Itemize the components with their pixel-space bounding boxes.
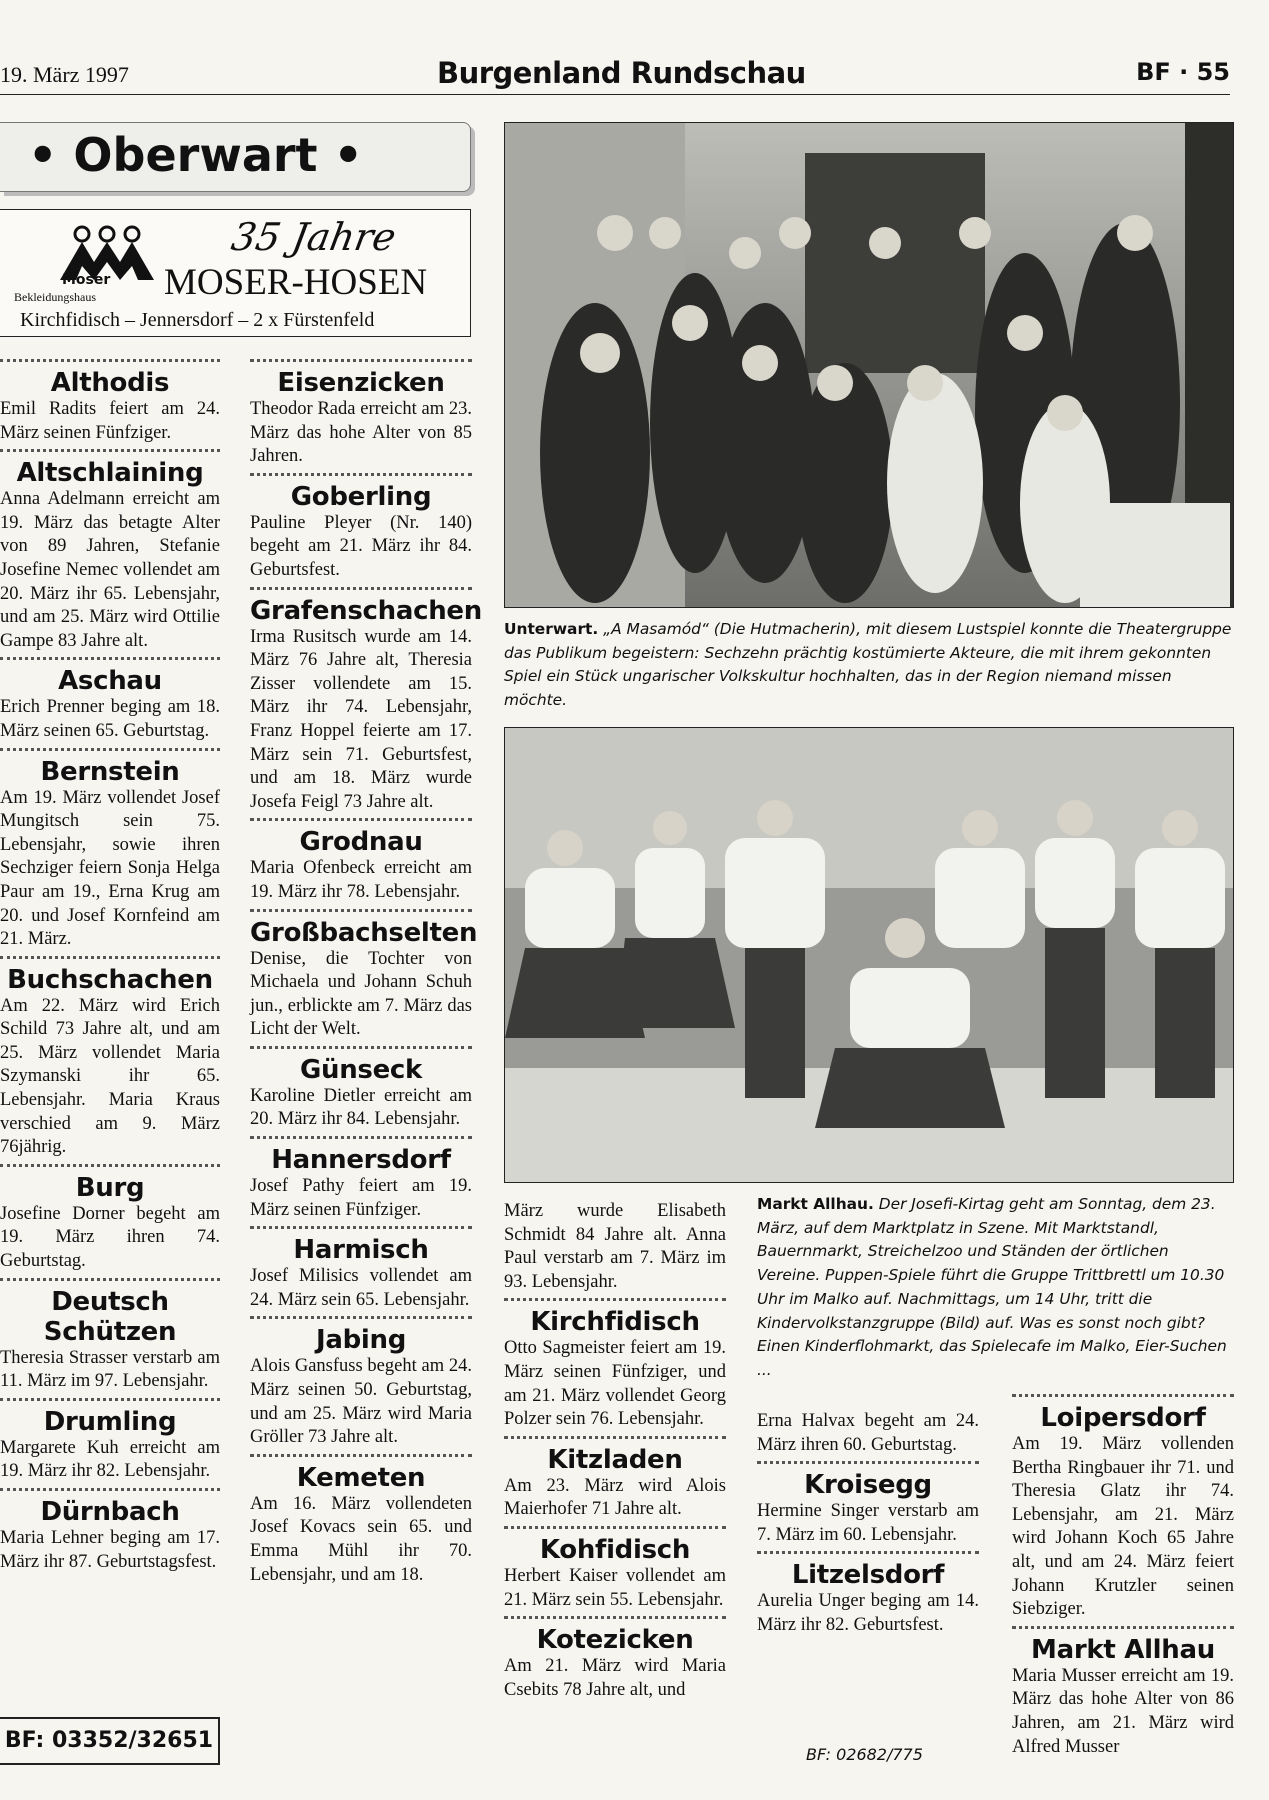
notice-item	[504, 1616, 726, 1702]
dotted-divider	[0, 449, 220, 452]
town-name: Kemeten	[296, 1462, 426, 1493]
notice-item	[0, 449, 220, 653]
notice-item	[0, 1164, 220, 1274]
notice-text: Pauline Pleyer (Nr. 140) begeht am 21. März ihr 84. Geburtsfest.	[250, 512, 472, 580]
notice-item	[250, 1454, 472, 1587]
town-name: Eisenzicken	[277, 368, 445, 398]
dotted-divider	[250, 473, 472, 476]
town-name: Buchschachen	[7, 964, 213, 995]
notice-text: Irma Rusitsch wurde am 14. März 76 Jahre alt, Theresia Zisser vollendete am 15. März ihr 74. Lebensjahr, Franz Hoppel feierte am 17. März sein 71. Geburtsfest, und am 18. März wurde Josefa Feigl 73 Jahre alt.	[250, 626, 472, 812]
dotted-divider	[0, 1488, 220, 1491]
notice-item	[0, 359, 220, 445]
notice-text: Erich Prenner beging am 18. März seinen 65. Geburtstag.	[0, 697, 220, 741]
notice-item	[250, 1046, 472, 1132]
notice-text: Am 22. März wird Erich Schild 73 Jahre alt, und am 25. März vollendet Maria Szymanski ihr 65. Lebensjahr. Maria Kraus verschied am 9. März 76jährig.	[0, 995, 220, 1158]
dotted-divider	[250, 1454, 472, 1457]
notice-text: Josefine Dorner begeht am 19. März ihren 74. Geburtstag.	[0, 1203, 220, 1272]
dotted-divider	[250, 1046, 472, 1049]
notice-item	[0, 1278, 220, 1394]
notice-item	[250, 909, 478, 1042]
town-name: Markt Allhau	[1031, 1634, 1215, 1665]
notice-text: Am 19. März vollendet Josef Mungitsch sein 75. Lebensjahr, sowie ihren Sechziger feiern Sonja Helga Paur am 19., Erna Krug am 20. und Josef Kornfeind am 21. März.	[0, 787, 220, 950]
notice-item	[0, 1398, 220, 1484]
town-name: Günseck	[299, 1054, 423, 1085]
town-name: Burg	[75, 1172, 145, 1203]
notice-item	[1012, 1394, 1234, 1622]
ad-locations: Kirchfidisch – Jennersdorf – 2 x Fürstenfeld	[20, 309, 375, 331]
dotted-divider	[1012, 1394, 1234, 1397]
notice-item	[0, 748, 220, 952]
notice-text: Am 16. März vollendeten Josef Kovacs sein 65. und Emma Mühl ihr 70. Lebensjahr, und am 18.	[250, 1493, 472, 1585]
town-name: Drumling	[43, 1406, 177, 1437]
notice-item	[250, 473, 472, 583]
dotted-divider	[0, 657, 220, 660]
notice-text: Maria Lehner beging am 17. März ihr 87. Geburtstagsfest.	[0, 1528, 220, 1572]
notice-item	[250, 587, 482, 815]
issue-date: 19. März 1997	[0, 62, 129, 87]
town-name: Litzelsdorf	[791, 1560, 945, 1591]
town-name: Dürnbach	[40, 1497, 180, 1527]
column-4	[757, 1410, 979, 1640]
notice-item	[504, 1436, 726, 1522]
dotted-divider	[1012, 1626, 1234, 1629]
town-name: Kotezicken	[536, 1625, 694, 1656]
region-banner	[0, 122, 471, 192]
caption-unterwart	[504, 618, 1232, 713]
dotted-divider	[0, 1398, 220, 1401]
column-4-lead: Erna Halvax begeht am 24. März ihren 60. Geburtstag.	[757, 1411, 979, 1455]
dotted-divider	[504, 1298, 726, 1301]
town-name: Kroisegg	[804, 1470, 932, 1501]
dotted-divider	[250, 818, 472, 821]
notice-item	[0, 956, 220, 1160]
notice-item	[250, 1316, 472, 1449]
notice-text: Otto Sagmeister feiert am 19. März seinen Fünfziger, und am 21. März vollendet Georg Polzer sein 76. Lebensjahr.	[504, 1338, 726, 1430]
notice-text: Aurelia Unger beging am 14. März ihr 82. Geburtsfest.	[757, 1591, 979, 1635]
caption-unterwart-lead: Unterwart.	[504, 620, 599, 638]
column-3-lead: März wurde Elisabeth Schmidt 84 Jahre alt. Anna Paul verstarb am 7. März im 93. Lebensjahr.	[504, 1201, 726, 1292]
moser-ad	[0, 209, 471, 337]
dotted-divider	[250, 1226, 472, 1229]
town-name: Grodnau	[299, 827, 423, 858]
notice-text: Herbert Kaiser vollendet am 21. März sein 55. Lebensjahr.	[504, 1565, 726, 1610]
folk-dance-photo-image	[505, 728, 1233, 1182]
notice-item	[250, 1226, 472, 1312]
notice-text: Denise, die Tochter von Michaela und Johann Schuh jun., erblickte am 7. März das Licht der Welt.	[250, 948, 472, 1040]
town-name: Aschau	[58, 666, 162, 697]
dotted-divider	[250, 587, 472, 590]
notice-item	[757, 1551, 979, 1637]
ad-years: 35 Jahre	[228, 215, 400, 259]
notice-text: Theodor Rada erreicht am 23. März das hohe Alter von 85 Jahren.	[250, 399, 472, 467]
notice-text: Maria Musser erreicht am 19. März das hohe Alter von 86 Jahren, am 21. März wird Alfred Musser	[1012, 1665, 1234, 1757]
notice-text: Theresia Strasser verstarb am 11. März im 97. Lebensjahr.	[0, 1347, 220, 1392]
town-name: Kohfidisch	[539, 1534, 691, 1565]
caption-markt-allhau-text: Der Josefi-Kirtag geht am Sonntag, dem 23. März, auf dem Marktplatz in Szene. Mit Marktstandl, Bauernmarkt, Streichelzoo und Ständen der örtlichen Vereine. Puppen-Spiele führt die Gruppe Trittbrettl um 10.30 Uhr im Malko auf. Nachmittags, um 14 Uhr, tritt die Kindervolkstanzgruppe (Bild) auf. Was es sonst noch gibt? Einen Kinderflohmarkt, das Spielecafe im Malko, Eier-Suchen ...	[757, 1195, 1227, 1379]
caption-markt-allhau-lead: Markt Allhau.	[757, 1195, 874, 1213]
dotted-divider	[250, 359, 472, 362]
dotted-divider	[504, 1436, 726, 1439]
notice-item	[757, 1461, 979, 1547]
page-header	[0, 50, 1230, 95]
notice-item	[504, 1298, 726, 1431]
dotted-divider	[0, 1278, 220, 1281]
town-name: Goberling	[290, 481, 432, 512]
town-name: Kirchfidisch	[530, 1307, 700, 1338]
dotted-divider	[0, 748, 220, 751]
ad-name: MOSER-HOSEN	[164, 262, 428, 303]
dotted-divider	[0, 956, 220, 959]
photo-theatre-group	[504, 122, 1234, 608]
caption-markt-allhau	[757, 1193, 1232, 1383]
notice-item	[250, 1136, 472, 1222]
notice-item	[1012, 1626, 1234, 1759]
bf-phone-box: BF: 03352/32651	[0, 1717, 220, 1765]
town-name: Jabing	[315, 1325, 407, 1356]
dotted-divider	[250, 1316, 472, 1319]
paper-title: Burgenland Rundschau	[437, 56, 806, 90]
notice-text: Emil Radits feiert am 24. März seinen Fünfziger.	[0, 399, 220, 443]
notice-text: Margarete Kuh erreicht am 19. März ihr 82. Lebensjahr.	[0, 1437, 220, 1482]
notice-text: Josef Pathy feiert am 19. März seinen Fünfziger.	[250, 1176, 472, 1220]
notice-item	[0, 657, 220, 743]
dotted-divider	[504, 1526, 726, 1529]
dotted-divider	[0, 1164, 220, 1167]
town-name: Althodis	[50, 368, 170, 398]
town-name: Hannersdorf	[271, 1145, 451, 1176]
notice-text: Am 23. März wird Alois Maierhofer 71 Jahre alt.	[504, 1475, 726, 1520]
dotted-divider	[504, 1616, 726, 1619]
town-name: Altschlaining	[16, 458, 204, 489]
column-3	[504, 1200, 726, 1704]
notice-text: Hermine Singer verstarb am 7. März im 60. Lebensjahr.	[757, 1501, 979, 1545]
town-name: Harmisch	[293, 1235, 429, 1266]
town-name: Grafenschachen	[250, 595, 482, 626]
notice-text: Alois Gansfuss begeht am 24. März seinen 50. Geburtstag, und am 25. März wird Maria Gröller 73 Jahre alt.	[250, 1356, 472, 1448]
notice-item	[250, 818, 472, 904]
notice-item	[250, 359, 472, 469]
town-name: Bernstein	[40, 756, 180, 787]
ad-brand: Moser	[62, 272, 111, 288]
dotted-divider	[757, 1461, 979, 1464]
dotted-divider	[757, 1551, 979, 1554]
notice-text: Karoline Dietler erreicht am 20. März ihr 84. Lebensjahr.	[250, 1085, 472, 1130]
dotted-divider	[250, 1136, 472, 1139]
column-5	[1012, 1390, 1234, 1761]
column-1	[0, 355, 220, 1576]
notice-text: Am 19. März vollenden Bertha Ringbauer ihr 71. und Theresia Glatz ihr 74. Lebensjahr, am 21. März wird Johann Koch 65 Jahre alt, und am 24. März feiert Johann Krutzler seinen Siebziger.	[1012, 1434, 1234, 1620]
column-2	[250, 355, 482, 1589]
notice-text: Anna Adelmann erreicht am 19. März das betagte Alter von 89 Jahren, Stefanie Josefine Nemec vollendet am 20. März ihr 65. Lebensjahr, und am 25. März wird Ottilie Gampe 83 Jahre alt.	[0, 489, 220, 651]
dotted-divider	[250, 909, 472, 912]
region-title: • Oberwart •	[28, 128, 363, 182]
bf-signature: BF: 02682/775	[806, 1745, 923, 1764]
ad-subtitle: Bekleidungshaus	[14, 290, 96, 304]
notice-text: Josef Milisics vollendet am 24. März sein 65. Lebensjahr.	[250, 1266, 472, 1310]
town-name: Loipersdorf	[1040, 1403, 1206, 1433]
caption-unterwart-text: „A Masamód“ (Die Hutmacherin), mit diesem Lustspiel konnte die Theatergruppe das Publikum begeistern: Sechzehn prächtig kostümierte Akteure, die mit ihrem gekonnten Spiel ein Stück ungarischer Volkskultur hochhalten, das in der Region niemand missen möchte.	[504, 620, 1232, 710]
notice-text: Maria Ofenbeck erreicht am 19. März ihr 78. Lebensjahr.	[250, 858, 472, 902]
town-name: Großbachselten	[250, 917, 478, 948]
theatre-photo-image	[505, 123, 1233, 607]
notice-text: Am 21. März wird Maria Csebits 78 Jahre alt, und	[504, 1656, 726, 1700]
notice-item	[504, 1526, 726, 1612]
dotted-divider	[0, 359, 220, 362]
photo-folk-dance	[504, 727, 1234, 1183]
town-name: Kitzladen	[547, 1444, 683, 1475]
page-number: BF · 55	[1136, 58, 1230, 86]
town-name: Deutsch Schützen	[43, 1286, 177, 1347]
notice-item	[0, 1488, 220, 1574]
